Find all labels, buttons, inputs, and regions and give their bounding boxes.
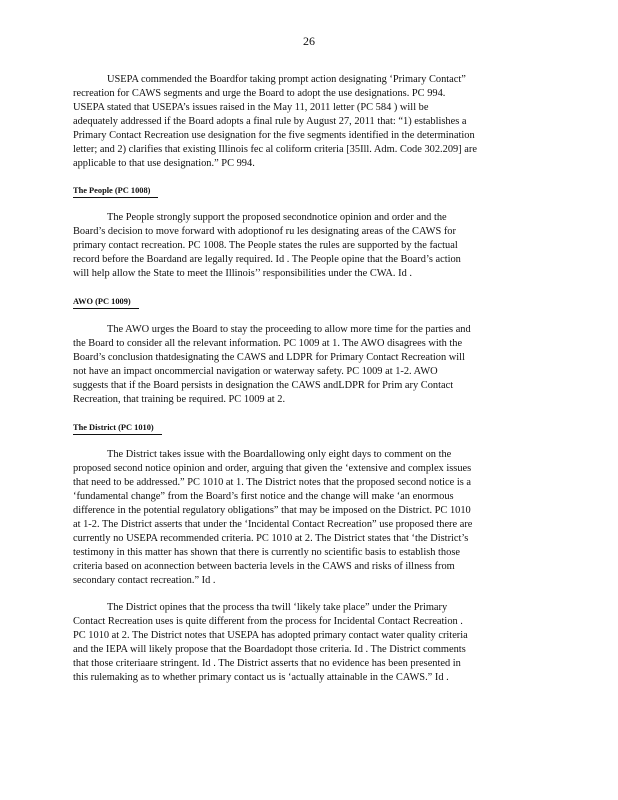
paragraph-line: difference in the potential regulatory obligations” that may be imposed on the District. PC 1010: [73, 505, 471, 516]
paragraph-awo: [73, 323, 539, 407]
paragraph-line: USEPA stated that USEPA’s issues raised in the May 11, 2011 letter (PC 584 ) will be: [73, 102, 429, 113]
paragraph-line: Board’s decision to move forward with adoptionof ru les designating areas of the CAWS for: [73, 226, 456, 237]
paragraph-line: will help allow the State to meet the Illinois’’ responsibilities under the CWA. Id .: [73, 268, 412, 279]
paragraph-line: primary contact recreation. PC 1008. The People states the rules are supported by the factual: [73, 240, 458, 251]
paragraph-line: adequately addressed if the Board adopts a final rule by August 27, 2011 that: “1) establishes a: [73, 116, 467, 127]
paragraph-line: The People strongly support the proposed secondnotice opinion and order and the: [107, 212, 447, 223]
paragraph-district-1: [73, 448, 539, 588]
paragraph-line: proposed second notice opinion and order, arguing that given the ‘extensive and complex issues: [73, 463, 472, 474]
paragraph-line: this rulemaking as to whether primary contact us is ‘actually attainable in the CAWS.” Id .: [73, 672, 449, 683]
paragraph-line: currently no USEPA recommended criteria. PC 1010 at 2. The District states that ‘the District’s: [73, 533, 469, 544]
paragraph-line: criteria based on aconnection between bacteria levels in the CAWS and risks of illness from: [73, 561, 455, 572]
section-heading-awo: AWO (PC 1009): [73, 296, 139, 309]
paragraph-line: secondary contact recreation.” Id .: [73, 575, 216, 586]
paragraph-line: and the IEPA will likely propose that the Boardadopt those criteria. Id . The District comments: [73, 644, 466, 655]
paragraph-line: ‘fundamental change” from the Board’s first notice and the change will make ‘an enormous: [73, 491, 454, 502]
paragraph-line: that need to be addressed.” PC 1010 at 1. The District notes that the proposed second notice is a: [73, 477, 472, 488]
paragraph-line: the Board to consider all the relevant information. PC 1009 at 1. The AWO disagrees with the: [73, 338, 463, 349]
paragraph-people: [73, 211, 539, 281]
paragraph-line: suggests that if the Board persists in designation the CAWS andLDPR for Prim ary Contact: [73, 380, 454, 391]
paragraph-line: record before the Boardand are legally required. Id . The People opine that the Board’s action: [73, 254, 461, 265]
paragraph-line: not have an impact oncommercial navigation or waterway safety. PC 1009 at 1-2. AWO: [73, 366, 438, 377]
paragraph-line: PC 1010 at 2. The District notes that USEPA has adopted primary contact water quality criteria: [73, 630, 468, 641]
paragraph-line: testimony in this matter has shown that there is currently no scientific basis to establish those: [73, 547, 460, 558]
paragraph-line: Contact Recreation uses is quite different from the process for Incidental Contact Recreation .: [73, 616, 463, 627]
section-heading-people: The People (PC 1008): [73, 185, 158, 198]
paragraph-district-2: [73, 601, 539, 685]
paragraph-line: Board’s conclusion thatdesignating the CAWS and LDPR for Primary Contact Recreation will: [73, 352, 465, 363]
paragraph-usepa: [73, 73, 539, 171]
page-number: 26: [303, 34, 315, 48]
paragraph-line: that those criteriaare stringent. Id . The District asserts that no evidence has been presented in: [73, 658, 461, 669]
paragraph-line: The District opines that the process tha twill ‘likely take place” under the Primary: [107, 602, 448, 613]
paragraph-line: Recreation, that training be required. PC 1009 at 2.: [73, 394, 286, 405]
paragraph-line: recreation for CAWS segments and urge the Board to adopt the use designations. PC 994.: [73, 88, 446, 99]
paragraph-line: The AWO urges the Board to stay the proceeding to allow more time for the parties and: [107, 324, 471, 335]
paragraph-line: The District takes issue with the Boardallowing only eight days to comment on the: [107, 449, 452, 460]
paragraph-line: Primary Contact Recreation use designation for the five segments identified in the determination: [73, 130, 475, 141]
paragraph-line: USEPA commended the Boardfor taking prompt action designating ‘Primary Contact”: [107, 74, 466, 85]
paragraph-line: at 1-2. The District asserts that under the ‘Incidental Contact Recreation” use proposed there are: [73, 519, 473, 530]
paragraph-line: letter; and 2) clarifies that existing Illinois fec al coliform criteria [35Ill. Adm. Code 302.209] are: [73, 144, 477, 155]
paragraph-line: applicable to that use designation.” PC 994.: [73, 158, 255, 169]
section-heading-district: The District (PC 1010): [73, 422, 162, 435]
